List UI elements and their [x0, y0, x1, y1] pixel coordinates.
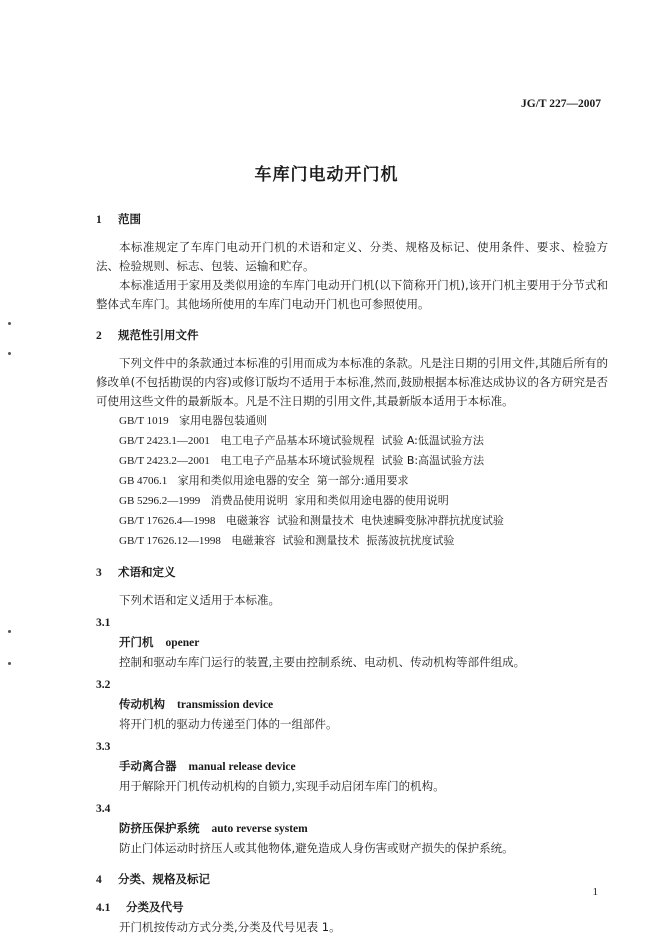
section-number: 4: [96, 874, 102, 886]
term-definition: 将开门机的驱动力传递至门体的一组部件。: [119, 717, 338, 731]
section-4-heading: [96, 870, 608, 890]
term-heading: 传动机构 transmission device: [119, 697, 274, 711]
section-title: 范围: [118, 212, 141, 226]
document-body: [96, 210, 608, 937]
reference-item: GB/T 17626.12—1998 电磁兼容 试验和测量技术 振荡波抗扰度试验: [119, 534, 455, 547]
section-title: 规范性引用文件: [118, 328, 199, 342]
section-number: 1: [96, 214, 102, 226]
section-1-heading: [96, 210, 608, 230]
section-4-1-para-1: 开门机按传动方式分类,分类及代号见表 1。: [119, 920, 341, 934]
term-definition: 控制和驱动车库门运行的装置,主要由控制系统、电动机、传动机构等部件组成。: [119, 655, 526, 669]
scan-speck: [8, 630, 11, 633]
section-1-para-2: 本标准适用于家用及类似用途的车库门电动开门机(以下简称开门机),该开门机主要用于分节式和整体式车库门。其他场所使用的车库门电动开门机也可参照使用。: [96, 278, 608, 311]
reference-list: [96, 411, 608, 551]
reference-item: GB 5296.2—1999 消费品使用说明 家用和类似用途电器的使用说明: [119, 494, 449, 507]
section-3-para-1: 下列术语和定义适用于本标准。: [119, 593, 280, 607]
term-heading: 手动离合器 manual release device: [119, 759, 296, 773]
section-3-heading: [96, 563, 608, 583]
reference-item: GB 4706.1 家用和类似用途电器的安全 第一部分:通用要求: [119, 474, 409, 487]
document-title: 车库门电动开门机: [254, 165, 399, 185]
section-number: 2: [96, 330, 102, 342]
reference-item: GB/T 1019 家用电器包装通则: [119, 414, 268, 427]
scan-speck: [8, 352, 11, 355]
reference-item: GB/T 2423.2—2001 电工电子产品基本环境试验规程 试验 B:高温试验方法: [119, 454, 485, 467]
term-definition: 用于解除开门机传动机构的自锁力,实现手动启闭车库门的机构。: [119, 779, 445, 793]
section-number: 3: [96, 567, 102, 579]
section-title: 术语和定义: [118, 565, 176, 579]
subsection-title: 分类及代号: [126, 900, 184, 914]
reference-item: GB/T 17626.4—1998 电磁兼容 试验和测量技术 电快速瞬变脉冲群抗扰度试验: [119, 514, 504, 527]
term-number: 3.2: [96, 679, 111, 691]
scan-speck: [8, 662, 11, 665]
subsection-number: 4.1: [96, 902, 111, 914]
section-title: 分类、规格及标记: [118, 872, 210, 886]
term-heading: 开门机 opener: [119, 635, 200, 649]
reference-item: GB/T 2423.1—2001 电工电子产品基本环境试验规程 试验 A:低温试验方法: [119, 434, 484, 447]
standard-code: JG/T 227—2007: [521, 98, 601, 110]
term-number: 3.1: [96, 617, 111, 629]
term-number: 3.4: [96, 803, 111, 815]
subsection-4-1-heading: [96, 898, 608, 918]
scan-speck: [8, 322, 11, 325]
page-number: 1: [592, 886, 598, 898]
section-2-heading: [96, 326, 608, 346]
section-2-para-1: 下列文件中的条款通过本标准的引用而成为本标准的条款。凡是注日期的引用文件,其随后所有的修改单(不包括勘误的内容)或修订版均不适用于本标准,然而,鼓励根据本标准达成协议的各方研究是否可使用这些文件的最新版本。凡是不注日期的引用文件,其最新版本适用于本标准。: [96, 356, 608, 408]
term-number: 3.3: [96, 741, 111, 753]
term-definition: 防止门体运动时挤压人或其他物体,避免造成人身伤害或财产损失的保护系统。: [119, 841, 514, 855]
term-heading: 防挤压保护系统 auto reverse system: [119, 821, 308, 835]
section-1-para-1: 本标准规定了车库门电动开门机的术语和定义、分类、规格及标记、使用条件、要求、检验方法、检验规则、标志、包装、运输和贮存。: [96, 240, 608, 273]
